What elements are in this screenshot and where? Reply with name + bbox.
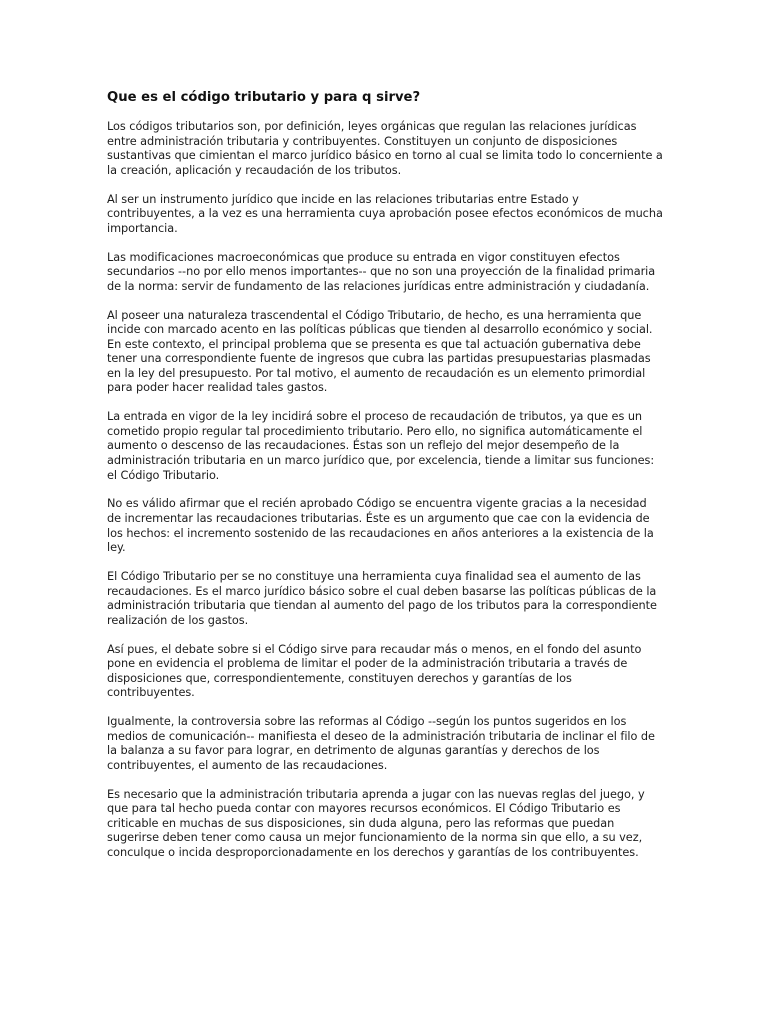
paragraph-8: Así pues, el debate sobre si el Código sirve para recaudar más o menos, en el fondo del asunto pone en evidencia el problema de limitar el poder de la administración tributaria a través de disposiciones que, correspondientemente, constituyen derechos y garantías de los contribuyentes. [107, 642, 642, 700]
document-title: Que es el código tributario y para q sirve? [107, 90, 421, 105]
paragraph-6: No es válido afirmar que el recién aprobado Código se encuentra vigente gracias a la necesidad de incrementar las recaudaciones tributarias. Éste es un argumento que cae con la evidencia de los hechos: el incremento sostenido de las recaudaciones en años anteriores a la existencia de la ley. [107, 497, 654, 555]
paragraph-9: Igualmente, la controversia sobre las reformas al Código --según los puntos sugeridos en los medios de comunicación-- manifiesta el deseo de la administración tributaria de inclinar el filo de la balanza a su favor para lograr, en detrimento de algunas garantías y derechos de los contribuyentes, el aumento de las recaudaciones. [107, 715, 655, 772]
paragraph-3: Las modificaciones macroeconómicas que produce su entrada en vigor constituyen efectos secundarios --no por ello menos importantes-- que no son una proyección de la finalidad primaria de la norma: servir de fundamento de las relaciones jurídicas entre administración y ciudadanía. [107, 250, 656, 293]
paragraph-2: Al ser un instrumento jurídico que incide en las relaciones tributarias entre Estado y contribuyentes, a la vez es una herramienta cuya aprobación posee efectos económicos de mucha importancia. [107, 192, 663, 235]
paragraph-7: El Código Tributario per se no constituye una herramienta cuya finalidad sea el aumento de las recaudaciones. Es el marco jurídico básico sobre el cual deben basarse las políticas públicas de la administración tributaria que tiendan al aumento del pago de los tributos para la correspondiente realización de los gastos. [107, 569, 657, 627]
document-page [107, 90, 663, 875]
paragraph-1: Los códigos tributarios son, por definición, leyes orgánicas que regulan las relaciones jurídicas entre administración tributaria y contribuyentes. Constituyen un conjunto de disposiciones sustantivas que cimientan el marco jurídico básico en torno al cual se limita todo lo concerniente a la creación, aplicación y recaudación de los tributos. [107, 120, 663, 177]
paragraph-5: La entrada en vigor de la ley incidirá sobre el proceso de recaudación de tributos, ya que es un cometido propio regular tal procedimiento tributario. Pero ello, no significa automáticamente el aumento o descenso de las recaudaciones. Éstas son un reflejo del mejor desempeño de la administración tributaria en un marco jurídico que, por excelencia, tiende a limitar sus funciones: el Código Tributario. [107, 410, 655, 482]
paragraph-4: Al poseer una naturaleza trascendental el Código Tributario, de hecho, es una herramienta que incide con marcado acento en las políticas públicas que tienden al desarrollo económico y social. En este contexto, el principal problema que se presenta es que tal actuación gubernativa debe tener una correspondiente fuente de ingresos que cubra las partidas presupuestarias plasmadas en la ley del presupuesto. Por tal motivo, el aumento de recaudación es un elemento primordial para poder hacer realidad tales gastos. [107, 308, 653, 395]
paragraph-10: Es necesario que la administración tributaria aprenda a jugar con las nuevas reglas del juego, y que para tal hecho pueda contar con mayores recursos económicos. El Código Tributario es criticable en muchas de sus disposiciones, sin duda alguna, pero las reformas que puedan sugerirse deben tener como causa un mejor funcionamiento de la norma sin que ello, a su vez, conculque o incida desproporcionadamente en los derechos y garantías de los contribuyentes. [107, 787, 645, 860]
